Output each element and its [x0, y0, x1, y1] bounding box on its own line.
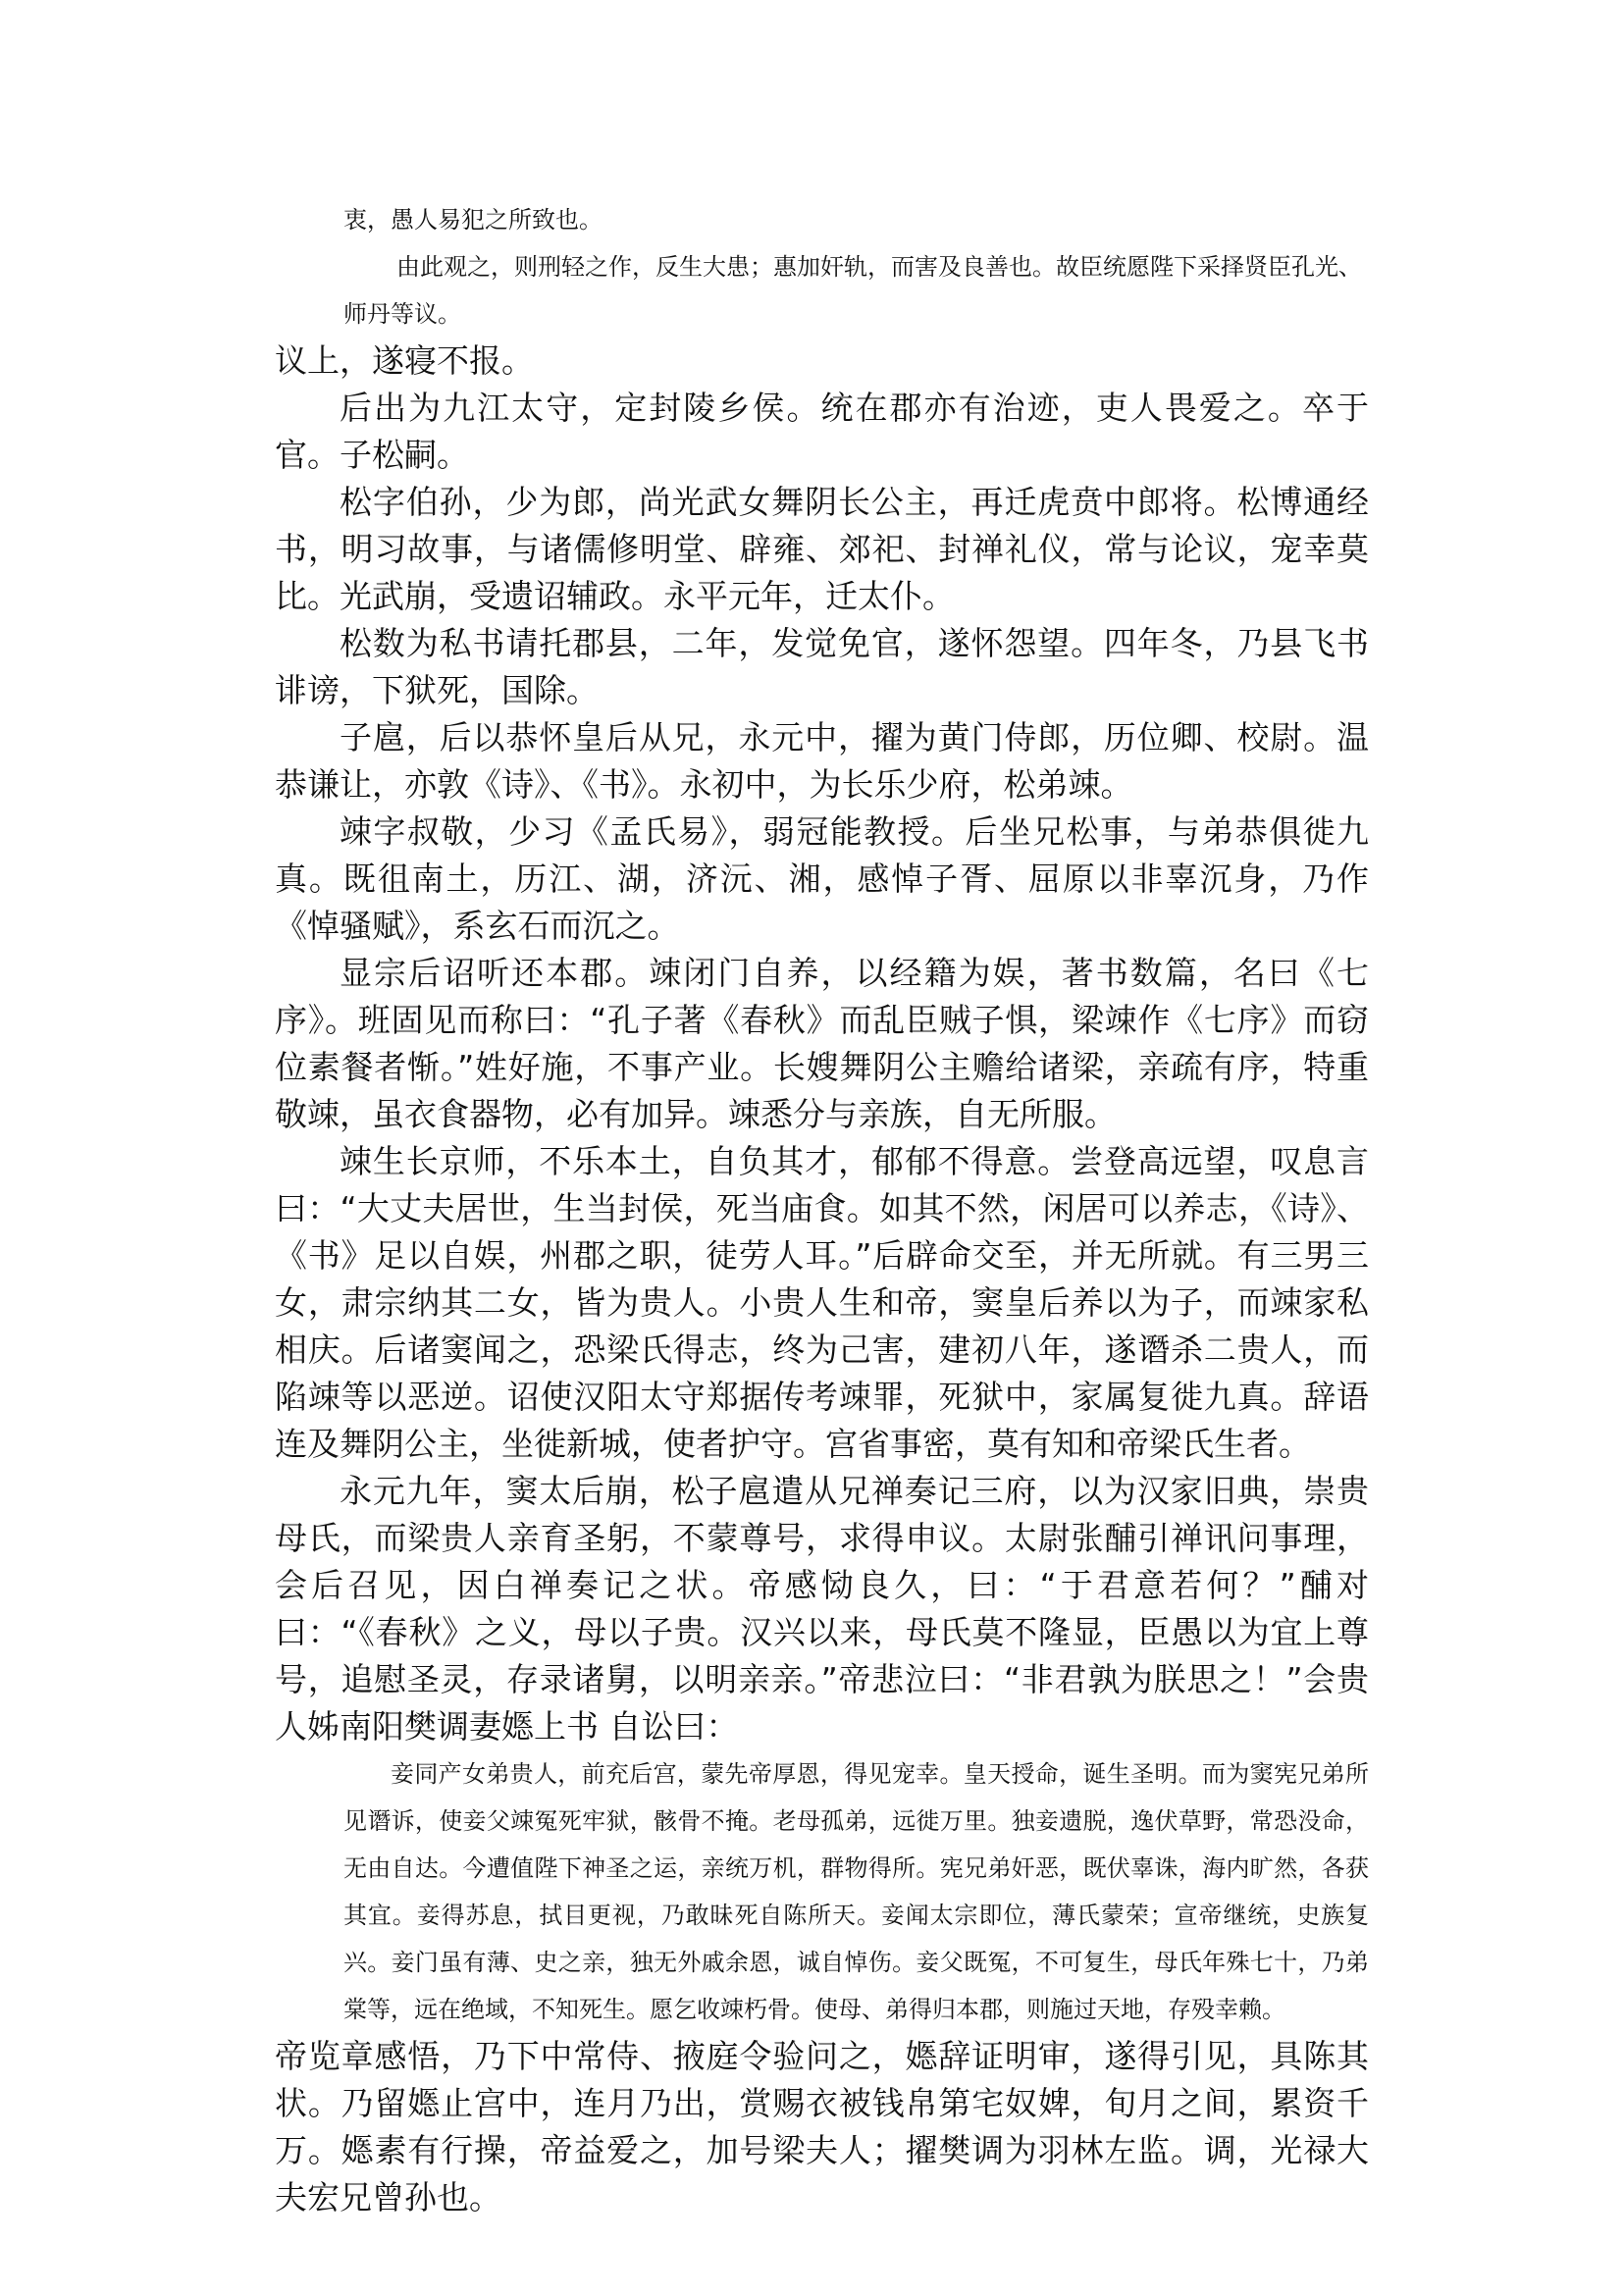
quote-continuation: 衷，愚人易犯之所致也。	[343, 206, 602, 234]
body-paragraph: 显宗后诏听还本郡。竦闭门自养，以经籍为娱，著书数篇，名曰《七序》。班固见而称曰：“孔子著《春秋》而乱臣贼子惧，梁竦作《七序》而窃位素餐者惭。”姓好施，不事产业。长嫂舞阴公主赡给诸梁，亲疏有序，特重敬竦，虽衣食器物，必有加异。竦悉分与亲族，自无所服。	[275, 954, 1369, 1133]
body-paragraph: 子扈，后以恭怀皇后从兄，永元中，擢为黄门侍郎，历位卿、校尉。温恭谦让，亦敦《诗》、《书》。永初中，为长乐少府，松弟竦。	[275, 718, 1369, 804]
body-paragraph: 议上，遂寝不报。	[275, 341, 534, 380]
body-paragraph: 竦生长京师，不乐本土，自负其才，郁郁不得意。尝登高远望，叹息言曰：“大丈夫居世，生当封侯，死当庙食。如其不然，闲居可以养志，《诗》、《书》足以自娱，州郡之职，徒劳人耳。”后辟命交至，并无所就。有三男三女，肃宗纳其二女，皆为贵人。小贵人生和帝，窦皇后养以为子，而竦家私相庆。后诸窦闻之，恐梁氏得志，终为己害，建初八年，遂谮杀二贵人，而陷竦等以恶逆。诏使汉阳太守郑据传考竦罪，死狱中，家属复徙九真。辞语连及舞阴公主，坐徙新城，使者护守。宫省事密，莫有知和帝梁氏生者。	[275, 1142, 1369, 1463]
body-paragraph: 松数为私书请托郡县，二年，发觉免官，遂怀怨望。四年冬，乃县飞书诽谤，下狱死，国除。	[275, 624, 1369, 709]
memorial-quote: 妾同产女弟贵人，前充后宫，蒙先帝厚恩，得见宠幸。皇天授命，诞生圣明。而为窦宪兄弟所见谮诉，使妾父竦冤死牢狱，骸骨不掩。老母孤弟，远徙万里。独妾遗脱，逸伏草野，常恐没命，无由自达。今遭值陛下神圣之运，亲统万机，群物得所。宪兄弟奸恶，既伏辜诛，海内旷然，各获其宜。妾得苏息，拭目更视，乃敢昧死自陈所天。妾闻太宗即位，薄氏蒙荣；宣帝继统，史族复兴。妾门虽有薄、史之亲，独无外戚余恩，诚自悼伤。妾父既冤，不可复生，母氏年殊七十，乃弟棠等，远在绝域，不知死生。愿乞收竦朽骨。使母、弟得归本郡，则施过天地，存殁幸赖。	[343, 1760, 1369, 2023]
body-paragraph: 帝览章感悟，乃下中常侍、掖庭令验问之，嫕辞证明审，遂得引见，具陈其状。乃留嫕止宫中，连月乃出，赏赐衣被钱帛第宅奴婢，旬月之间，累资千万。嫕素有行操，帝益爱之，加号梁夫人；擢樊调为羽林左监。调，光禄大夫宏兄曾孙也。	[275, 2037, 1369, 2216]
document-page	[275, 196, 1369, 2221]
body-paragraph: 竦字叔敬，少习《孟氏易》，弱冠能教授。后坐兄松事，与弟恭俱徙九真。既徂南土，历江、湖，济沅、湘，感悼子胥、屈原以非辜沉身，乃作《悼骚赋》，系玄石而沉之。	[275, 812, 1369, 945]
body-paragraph: 松字伯孙，少为郎，尚光武女舞阴长公主，再迁虎贲中郎将。松博通经书，明习故事，与诸儒修明堂、辟雍、郊祀、封禅礼仪，常与论议，宠幸莫比。光武崩，受遗诏辅政。永平元年，迁太仆。	[275, 483, 1369, 615]
quote-paragraph: 由此观之，则刑轻之作，反生大患；惠加奸轨，而害及良善也。故臣统愿陛下采择贤臣孔光、师丹等议。	[343, 253, 1362, 328]
body-paragraph: 后出为九江太守，定封陵乡侯。统在郡亦有治迹，吏人畏爱之。卒于官。子松嗣。	[275, 389, 1369, 474]
body-paragraph: 永元九年，窦太后崩，松子扈遣从兄禅奏记三府，以为汉家旧典，崇贵母氏，而梁贵人亲育圣躬，不蒙尊号，求得申议。太尉张酺引禅讯问事理，会后召见，因白禅奏记之状。帝感恸良久，曰：“于君意若何？”酺对曰：“《春秋》之义，母以子贵。汉兴以来，母氏莫不隆显，臣愚以为宜上尊号，追慰圣灵，存录诸舅，以明亲亲。”帝悲泣曰：“非君孰为朕思之！”会贵人姊南阳樊调妻嫕上书 自讼曰：	[275, 1472, 1369, 1746]
